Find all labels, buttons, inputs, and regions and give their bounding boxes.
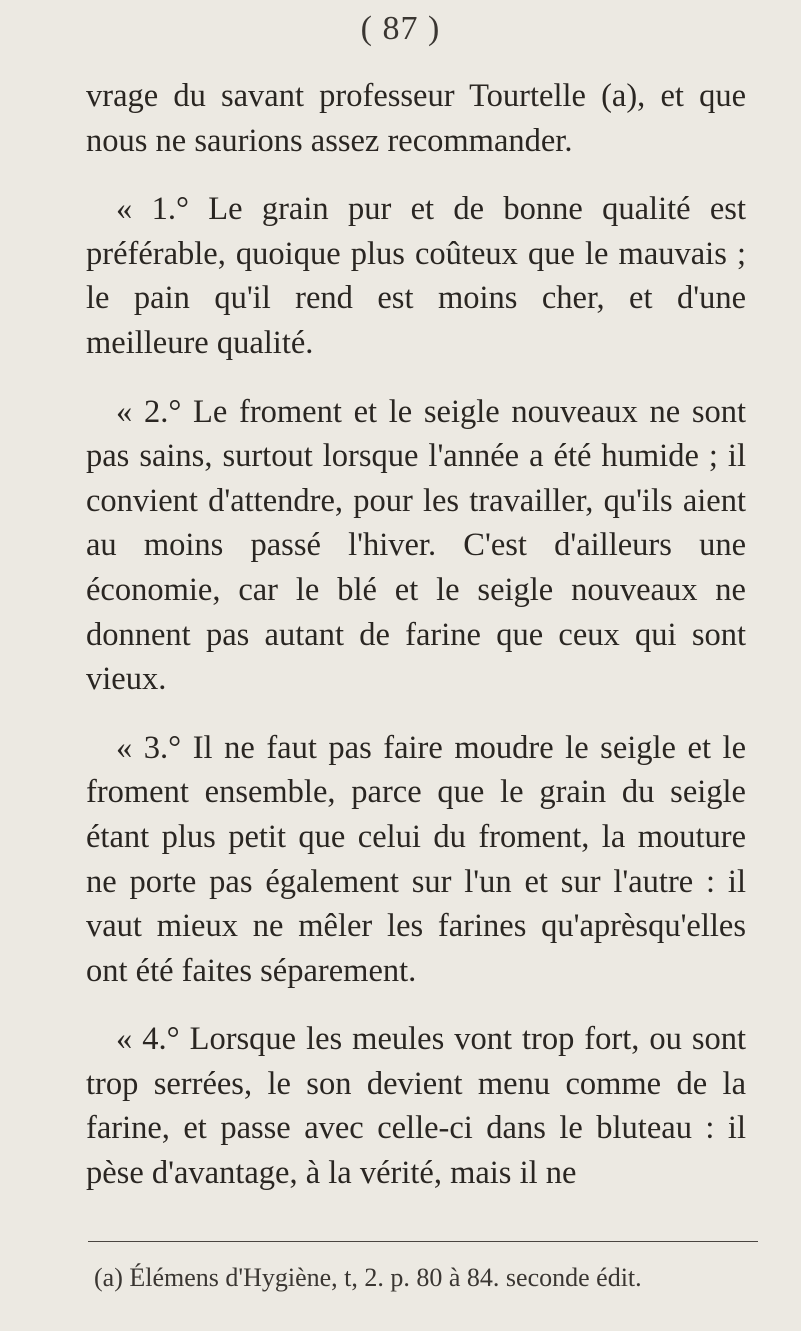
footnote-separator bbox=[88, 1241, 758, 1242]
paragraph-continuation: vrage du savant professeur Tourtelle (a), et que nous ne saurions assez recommander. bbox=[86, 78, 746, 159]
footnote: (a) Élémens d'Hygiène, t, 2. p. 80 à 84. seconde édit. bbox=[94, 1263, 642, 1292]
page-number-header: ( 87 ) bbox=[360, 10, 441, 47]
paragraph-item-2: « 2.° Le froment et le seigle nouveaux ne sont pas sains, surtout lorsque l'année a été humide ; il convient d'attendre, pour les travailler, qu'ils aient au moins passé l'hiver. C'est d'ailleurs une économie, car le blé et le seigle nouveaux ne donnent pas autant de farine que ceux qui sont vieux. bbox=[86, 393, 746, 698]
paragraph-item-4: « 4.° Lorsque les meules vont trop fort, ou sont trop serrées, le son devient menu comme de la farine, et passe avec celle-ci dans le bluteau : il pèse d'avantage, à la vérité, mais il ne bbox=[86, 1021, 746, 1192]
paragraph-item-1: « 1.° Le grain pur et de bonne qualité est préférable, quoique plus coûteux que le mauvais ; le pain qu'il rend est moins cher, et d'une meilleure qualité. bbox=[86, 191, 746, 361]
paragraph-item-3: « 3.° Il ne faut pas faire moudre le seigle et le froment ensemble, parce que le grain du seigle étant plus petit que celui du froment, la mouture ne porte pas également sur l'un et sur l'autre : il vaut mieux ne mêler les farines qu'aprèsqu'elles ont été faites séparement. bbox=[86, 729, 746, 989]
page-body bbox=[86, 74, 746, 1196]
